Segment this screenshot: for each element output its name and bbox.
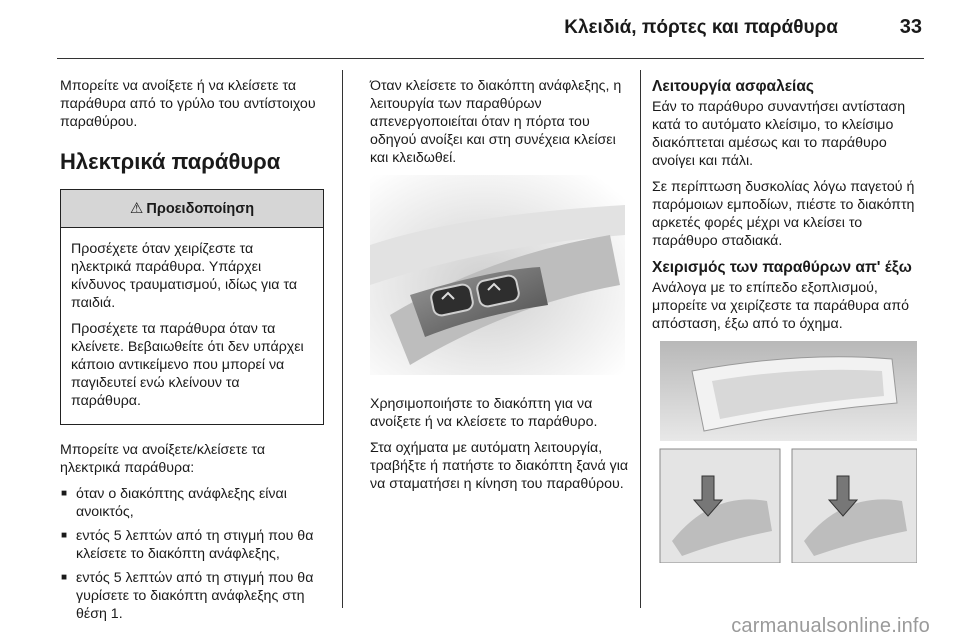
bullet-icon: ■ [61, 572, 68, 583]
warning-paragraph-1: Προσέχετε όταν χειρίζεστε τα ηλεκτρικά παράθυρα. Υπάρχει κίνδυνος τραυματισμού, ιδίως για τα παιδιά. [71, 241, 298, 311]
header-rule [57, 58, 924, 59]
conditions-paragraph: Μπορείτε να ανοίξετε/κλείσετε τα ηλεκτρικά παράθυρα: [60, 442, 266, 476]
section-heading: Ηλεκτρικά παράθυρα [60, 149, 281, 174]
watermark: carmanualsonline.info [731, 615, 930, 637]
paragraph-automatic: Στα οχήματα με αυτόματη λειτουργία, τραβήξτε ή πατήστε το διακόπτη ξανά για να σταματήσει η κίνηση του παραθύρου. [370, 440, 629, 492]
intro-paragraph: Μπορείτε να ανοίξετε ή να κλείσετε τα παράθυρα από το γρύλο του αντίστοιχου παραθύρου. [60, 78, 316, 130]
remote-operation-illustration [652, 341, 917, 563]
warning-header [61, 190, 323, 228]
list-item: ■ όταν ο διακόπτης ανάφλεξης είναι ανοικτός, [61, 486, 287, 520]
safety-paragraph-2: Σε περίπτωση δυσκολίας λόγω παγετού ή παρόμοιων εμποδίων, πιέστε το διακόπτη αρκετές φορές μέχρι να κλείσει το παράθυρο σταδιακά. [652, 179, 915, 249]
list-item: ■ εντός 5 λεπτών από τη στιγμή που θα κλείσετε το διακόπτη ανάφλεξης, [61, 528, 314, 562]
warning-body [61, 228, 323, 424]
conditions-list [60, 485, 328, 623]
warning-triangle-icon: ⚠ [129, 200, 144, 217]
remote-paragraph: Ανάλογα με το επίπεδο εξοπλισμού, μπορείτε να χειρίζεστε τα παράθυρα από απόσταση, έξω από το όχημα. [652, 280, 910, 332]
column-divider-1 [342, 70, 343, 608]
column-3 [652, 77, 930, 563]
chapter-title: Κλειδιά, πόρτες και παράθυρα [564, 17, 838, 38]
column-1 [60, 77, 328, 629]
page-number: 33 [899, 16, 922, 38]
window-switch-photo [370, 175, 625, 375]
bullet-icon: ■ [61, 488, 68, 499]
safety-heading: Λειτουργία ασφαλείας [652, 78, 814, 95]
page-header [0, 0, 960, 58]
warning-box [60, 189, 324, 425]
warning-title: Προειδοποίηση [146, 201, 255, 217]
column-divider-2 [640, 70, 641, 608]
safety-paragraph-1: Εάν το παράθυρο συναντήσει αντίσταση κατά το αυτόματο κλείσιμο, το κλείσιμο διακόπτεται αμέσως και το παράθυρο ανοίγει και πάλι. [652, 99, 906, 169]
warning-paragraph-2: Προσέχετε τα παράθυρα όταν τα κλείνετε. Βεβαιωθείτε ότι δεν υπάρχει κάποιο αντικείμενο που μπορεί να παγιδευτεί ενώ κλείνουν τα παράθυρα. [71, 321, 304, 409]
column-2 [370, 77, 632, 501]
paragraph-use-switch: Χρησιμοποιήστε το διακόπτη για να ανοίξετε ή να κλείσετε το παράθυρο. [370, 396, 598, 430]
bullet-icon: ■ [61, 530, 68, 541]
list-item: ■ εντός 5 λεπτών από τη στιγμή που θα γυρίσετε το διακόπτη ανάφλεξης στη θέση 1. [61, 570, 314, 622]
paragraph-ignition: Όταν κλείσετε το διακόπτη ανάφλεξης, η λειτουργία των παραθύρων απενεργοποιείται όταν η πόρτα του οδηγού ανοίξει και στη συνέχεια κλείσει και κλειδωθεί. [370, 78, 622, 166]
remote-heading: Χειρισμός των παραθύρων απ' έξω [652, 259, 912, 276]
